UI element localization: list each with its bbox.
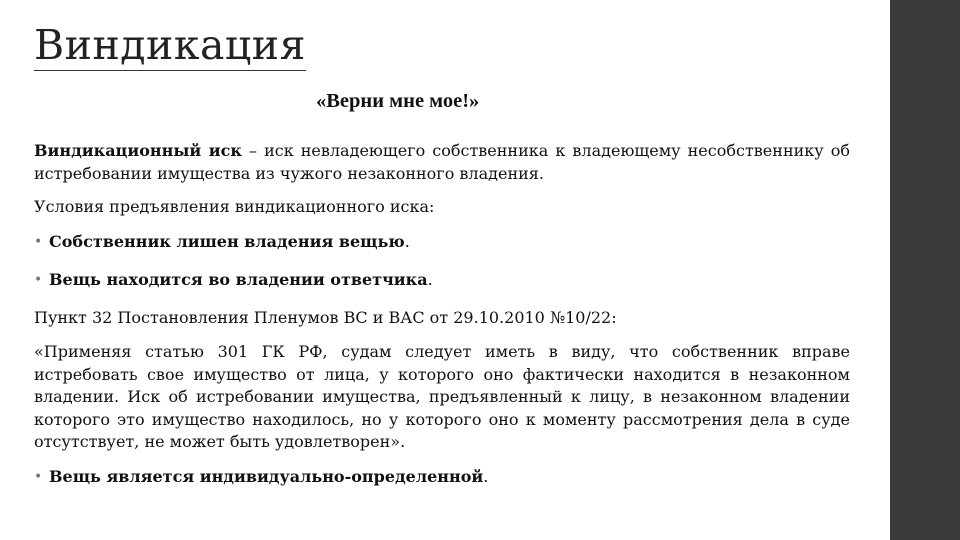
bullet-suffix: . [483,466,489,486]
bullet-item [34,269,850,292]
bullet-text: Вещь является индивидуально-определенной [49,466,484,486]
quote-paragraph: «Применяя статью 301 ГК РФ, судам следует иметь в виду, что собственник вправе истребовать свое имущество от лица, у которого оно фактически находится в незаконном владении. Иск об истребовании имущества, предъявленный к лицу, в незаконном владении которого это имущество находилось, но у которого оно к моменту рассмотрения дела в суде отсутствует, не может быть удовлетворен». [34,342,850,451]
definition-term: Виндикационный иск [34,141,242,160]
bullet-icon: • [34,468,43,485]
bullet-suffix: . [404,231,410,251]
slide-title: Виндикация [34,21,306,69]
bullet-suffix: . [427,270,433,289]
slide-content [34,140,850,488]
bullet-item [34,466,850,489]
bullet-item [34,231,850,254]
definition-text: – иск невладеющего собственника к владеющему несобственнику об истребовании имущества из чужого незаконного владения. [34,141,850,183]
slide-subtitle: «Верни мне мое!» [316,90,480,112]
bullet-icon: • [34,233,43,250]
bullet-text: Собственник лишен владения вещью [49,231,405,251]
definition-paragraph [34,140,850,185]
bullet-text: Вещь находится во владении ответчика [49,270,428,289]
bullet-icon: • [34,272,43,288]
right-sidebar-bar [890,0,960,540]
conditions-heading: Условия предъявления виндикационного иска: [34,197,435,216]
reference-paragraph: Пункт 32 Постановления Пленумов ВС и ВАС от 29.10.2010 №10/22: [34,307,617,327]
